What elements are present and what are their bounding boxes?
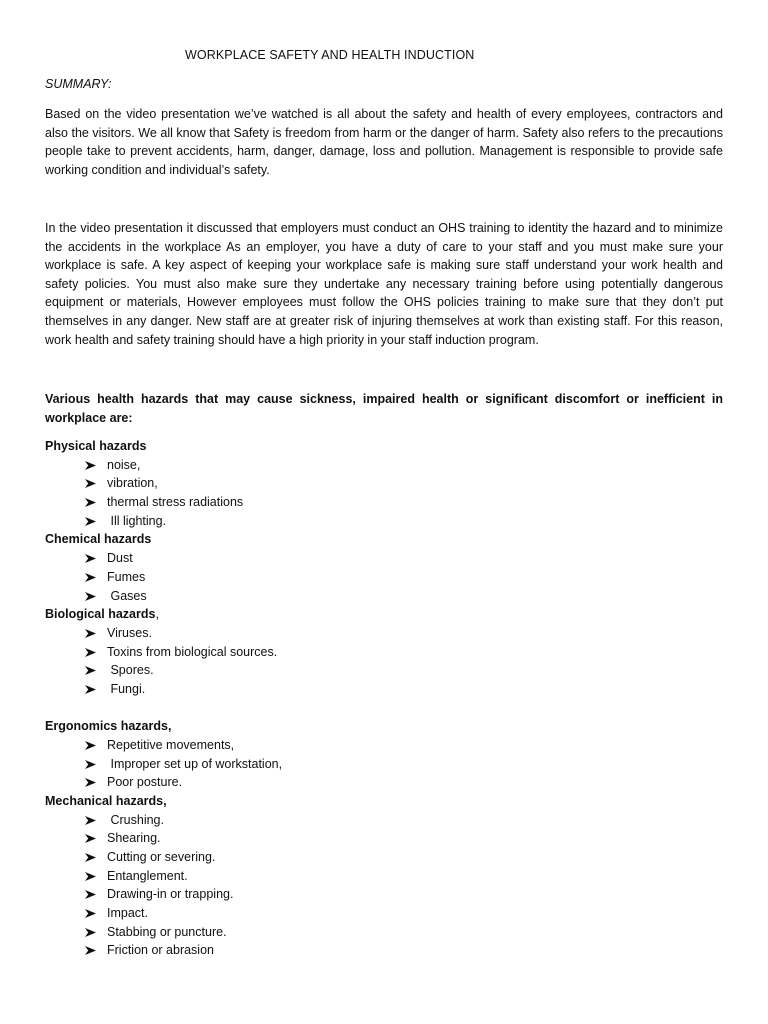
hazard-group-heading (45, 437, 723, 456)
hazard-list-item-text: Entanglement. (107, 868, 188, 883)
hazards-intro: Various health hazards that may cause sickness, impaired health or significant discomfort or inefficient in workplace are: (45, 392, 723, 425)
hazard-list-item-text: Spores. (107, 663, 154, 678)
hazard-list-item (45, 736, 723, 755)
hazard-list-item (45, 456, 723, 475)
hazard-list-item-text: Ill lighting. (107, 513, 167, 528)
arrowhead-bullet-icon (85, 923, 97, 942)
hazard-group-heading-text: Physical hazards (45, 439, 147, 453)
arrowhead-bullet-icon (85, 736, 97, 755)
document-title: WORKPLACE SAFETY AND HEALTH INDUCTION (185, 48, 475, 62)
arrowhead-bullet-icon (85, 680, 97, 699)
hazard-list-item-text: Repetitive movements, (107, 737, 235, 752)
hazard-list-item (45, 587, 723, 606)
hazard-group-heading-text: Mechanical hazards, (45, 793, 167, 808)
hazard-list-item-text: Dust (107, 551, 133, 566)
arrowhead-bullet-icon (85, 624, 97, 643)
hazard-list-item (45, 549, 723, 568)
hazard-list-item (45, 941, 723, 960)
hazard-group-heading (45, 792, 723, 811)
hazard-list-item (45, 493, 723, 512)
arrowhead-bullet-icon (85, 848, 97, 867)
hazard-list-item (45, 773, 723, 792)
arrowhead-bullet-icon (85, 829, 97, 848)
hazard-list-item-text: vibration, (107, 476, 158, 491)
hazard-list-item-text: Gases (107, 588, 147, 603)
hazard-list-item-text: Friction or abrasion (107, 943, 214, 958)
hazard-groups (45, 437, 723, 960)
hazard-list-item-text: noise, (107, 457, 141, 472)
arrowhead-bullet-icon (85, 755, 97, 774)
arrowhead-bullet-icon (85, 904, 97, 923)
arrowhead-bullet-icon (85, 549, 97, 568)
hazard-list-item-text: Viruses. (107, 625, 152, 640)
hazard-group-heading (45, 717, 723, 736)
hazard-list-item-text: thermal stress radiations (107, 495, 244, 510)
arrowhead-bullet-icon (85, 568, 97, 587)
hazard-list-item-text: Stabbing or puncture. (107, 924, 227, 939)
arrowhead-bullet-icon (85, 773, 97, 792)
arrowhead-bullet-icon (85, 587, 97, 606)
arrowhead-bullet-icon (85, 512, 97, 531)
hazard-group-heading-text: Chemical hazards (45, 532, 152, 547)
hazard-list-item-text: Toxins from biological sources. (107, 644, 278, 659)
hazard-list-item-text: Fungi. (107, 681, 146, 696)
arrowhead-bullet-icon (85, 941, 97, 960)
arrowhead-bullet-icon (85, 643, 97, 662)
section-spacer (45, 699, 723, 718)
hazard-list-item (45, 867, 723, 886)
summary-paragraph-1: Based on the video presentation we’ve watched is all about the safety and health of every employees, contractors and also the visitors. We all know that Safety is freedom from harm or the danger of harm. Safety also refers to the precautions people take to prevent accidents, harm, danger, damage, loss and pollution. Management is responsible to provide safe working condition and individual’s safety. (45, 107, 723, 177)
hazard-list-item (45, 829, 723, 848)
hazard-list-item (45, 848, 723, 867)
hazard-list-item (45, 680, 723, 699)
hazard-list-item-text: Cutting or severing. (107, 849, 216, 864)
arrowhead-bullet-icon (85, 474, 97, 493)
summary-label: SUMMARY: (45, 77, 112, 91)
hazard-group-heading (45, 530, 723, 549)
arrowhead-bullet-icon (85, 493, 97, 512)
hazard-list-item (45, 661, 723, 680)
hazard-list-item-text: Shearing. (107, 831, 161, 846)
hazard-list-item (45, 474, 723, 493)
hazard-list-item-text: Crushing. (107, 812, 164, 827)
hazard-list-item (45, 643, 723, 662)
hazard-list-item (45, 885, 723, 904)
hazard-list-item (45, 624, 723, 643)
arrowhead-bullet-icon (85, 456, 97, 475)
arrowhead-bullet-icon (85, 867, 97, 886)
hazard-list-item-text: Fumes (107, 569, 146, 584)
summary-paragraph-2: In the video presentation it discussed that employers must conduct an OHS training to identity the hazard and to minimize the accidents in the workplace As an employer, you have a duty of care to your staff and you must make sure your workplace is safe. A key aspect of keeping your workplace safe is making sure staff understand your work health and safety policies. You must also make sure they undertake any necessary training before using potentially dangerous equipment or materials, However employees must follow the OHS policies training to make sure that they don’t put themselves in any danger. New staff are at greater risk of injuring themselves at work than existing staff. For this reason, work health and safety training should have a high priority in your staff induction program. (45, 221, 723, 347)
hazard-list-item (45, 904, 723, 923)
hazard-group-heading-text: Biological hazards (45, 607, 156, 622)
hazard-list-item (45, 811, 723, 830)
arrowhead-bullet-icon (85, 811, 97, 830)
hazard-list-item-text: Improper set up of workstation, (107, 756, 283, 771)
hazard-list-item-text: Poor posture. (107, 775, 183, 790)
arrowhead-bullet-icon (85, 885, 97, 904)
hazard-list-item (45, 755, 723, 774)
hazard-group-heading-trail: , (155, 607, 159, 622)
hazard-list-item-text: Drawing-in or trapping. (107, 887, 234, 902)
hazard-list-item (45, 923, 723, 942)
hazard-list-item (45, 512, 723, 531)
hazard-group-heading (45, 605, 723, 624)
hazard-list-item-text: Impact. (107, 906, 148, 920)
hazard-list-item (45, 568, 723, 587)
arrowhead-bullet-icon (85, 661, 97, 680)
hazard-group-heading-text: Ergonomics hazards, (45, 719, 172, 734)
